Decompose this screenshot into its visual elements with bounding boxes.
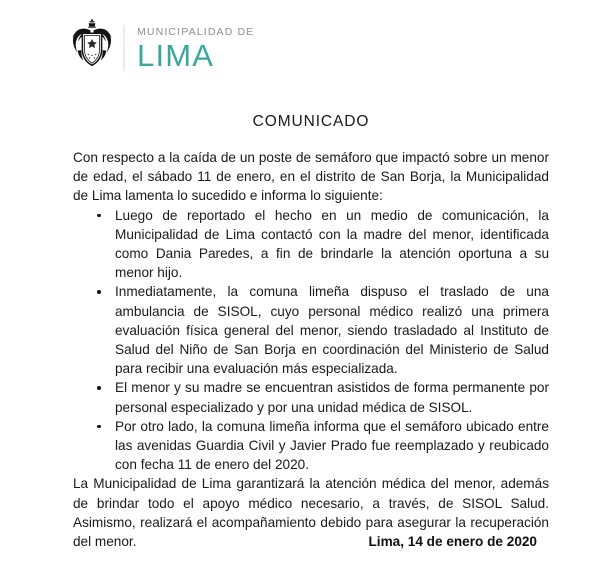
date-line: Lima, 14 de enero de 2020 [368, 534, 537, 549]
brand-line-municipalidad: MUNICIPALIDAD DE [137, 25, 255, 38]
intro-paragraph: Con respecto a la caída de un poste de semáforo que impactó sobre un menor de edad, el sábado 11 de enero, en el distrito de San Borja, la Municipalidad de Lima lamenta lo sucedido e informa lo siguiente: [73, 150, 549, 204]
lima-coat-of-arms-icon [70, 19, 114, 77]
bullet-list [73, 206, 549, 475]
list-item: Luego de reportado el hecho en un medio de comunicación, la Municipalidad de Lima contactó con la madre del menor, identificada como Dania Paredes, a fin de brindarle la atención oportuna a su menor hijo. [115, 206, 549, 283]
list-item: El menor y su madre se encuentran asistidos de forma permanente por personal especializado y por una unidad médica de SISOL. [115, 378, 549, 416]
logo-divider [123, 25, 125, 71]
brand-wordmark [137, 26, 254, 71]
list-item: Por otro lado, la comuna limeña informa que el semáforo ubicado entre las avenidas Guardia Civil y Javier Prado fue reemplazado y reubicado con fecha 11 de enero del 2020. [115, 417, 549, 475]
communique-body [73, 112, 549, 551]
closing-paragraph: La Municipalidad de Lima garantizará la atención médica del menor, además de brindar todo el apoyo médico necesario, a través, de SISOL Salud. Asimismo, realizará el acompañamiento debido para asegurar la recuperación del menor. [73, 476, 549, 550]
brand-header [70, 16, 254, 80]
list-item: Inmediatamente, la comuna limeña dispuso el traslado de una ambulancia de SISOL, cuyo personal médico realizó una primera evaluación física general del menor, siendo trasladado al Instituto de Salud del Niño de San Borja en coordinación del Ministerio de Salud para recibir una evaluación más especializada. [115, 282, 549, 378]
brand-line-lima: LIMA [137, 37, 215, 73]
page-title: COMUNICADO [252, 113, 370, 130]
